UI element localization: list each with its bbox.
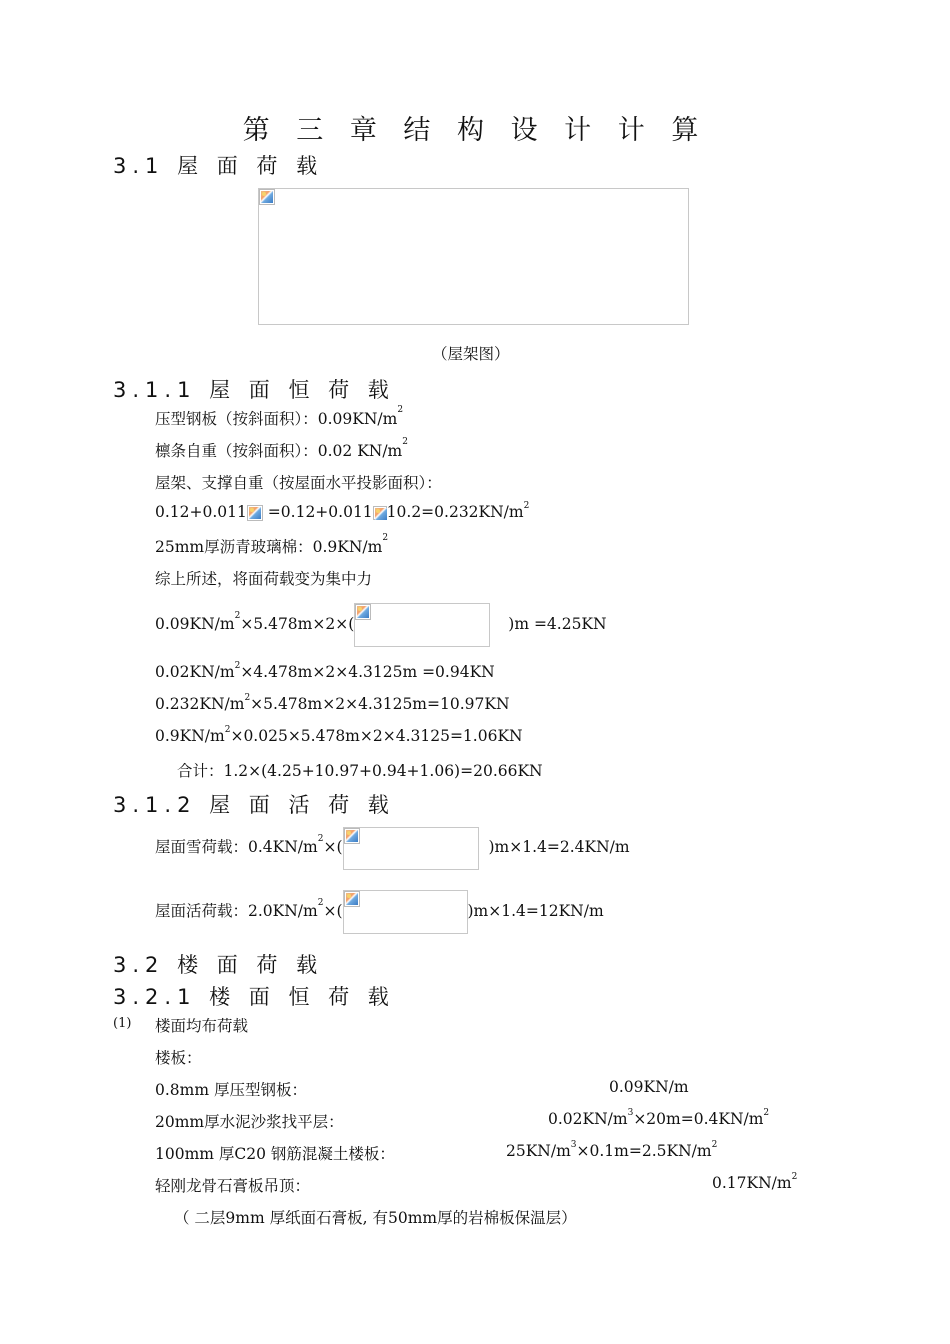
text-span: )m×1.4=2.4KN/m <box>488 838 630 856</box>
text-span: ×4.478m×2×4.3125m =0.94KN <box>240 663 495 681</box>
text-line: 楼面均布荷载 <box>155 1017 249 1035</box>
text-span: 0.09KN/m <box>155 615 235 633</box>
total-line: 合计：1.2×(4.25+10.97+0.94+1.06)=20.66KN <box>177 762 543 780</box>
superscript: 2 <box>523 501 530 511</box>
text-line: 0.8mm 厚压型钢板： <box>155 1081 307 1099</box>
superscript: 2 <box>224 725 231 735</box>
text-span: 0.9KN/m <box>155 727 225 745</box>
text-span: 0.02KN/m <box>548 1110 628 1128</box>
chapter-title: 第 三 章 结 构 设 计 计 算 <box>242 115 708 146</box>
text-span: 10.2=0.232KN/m <box>386 503 524 521</box>
text-line: 楼板： <box>155 1049 202 1067</box>
formula-line <box>155 602 607 646</box>
section-3-2-heading: 3.2 楼 面 荷 载 <box>113 953 324 977</box>
text-line: 100mm 厚C20 钢筋混凝土楼板： <box>155 1145 395 1163</box>
value-text <box>712 1174 797 1192</box>
value-text <box>506 1142 717 1160</box>
text-span: ×( <box>323 902 343 920</box>
text-span: ×20m=0.4KN/m <box>633 1110 764 1128</box>
broken-image-icon <box>247 505 263 521</box>
broken-image-icon <box>373 506 387 520</box>
text-line <box>155 727 523 745</box>
value-text: 0.09KN/m <box>609 1078 689 1096</box>
formula-image-box <box>343 890 468 934</box>
text-span: 25KN/m <box>506 1142 571 1160</box>
text-line: 20mm厚水泥沙浆找平层： <box>155 1113 344 1131</box>
formula-line <box>155 889 604 933</box>
text-span: 0.02KN/m <box>155 663 235 681</box>
formula-line <box>155 503 529 521</box>
broken-image-icon <box>259 189 275 205</box>
text-span: 屋面雪荷载：0.4KN/m <box>155 838 318 856</box>
superscript: 2 <box>234 611 241 621</box>
text-line: 屋架、支撑自重（按屋面水平投影面积）： <box>155 474 442 492</box>
text-span: ×0.1m=2.5KN/m <box>576 1142 712 1160</box>
text-line: （ 二层9mm 厚纸面石膏板, 有50mm厚的岩棉板保温层） <box>174 1209 577 1227</box>
value-text <box>548 1110 769 1128</box>
text-span: 屋面活荷载：2.0KN/m <box>155 902 318 920</box>
superscript: 2 <box>397 405 404 415</box>
text-span: )m×1.4=12KN/m <box>467 902 604 920</box>
superscript: 2 <box>234 661 241 671</box>
superscript: 3 <box>627 1108 634 1118</box>
section-3-1-heading: 3.1 屋 面 荷 载 <box>113 154 324 178</box>
broken-image-icon <box>344 828 360 844</box>
text-line <box>155 535 388 557</box>
superscript: 2 <box>791 1172 798 1182</box>
text-line <box>155 439 408 461</box>
superscript: 2 <box>763 1108 770 1118</box>
text-span: 0.232KN/m <box>155 695 245 713</box>
text-span: ×5.478m×2×( <box>240 615 355 633</box>
superscript: 2 <box>244 693 251 703</box>
section-3-1-2-heading: 3.1.2 屋 面 活 荷 载 <box>113 793 395 817</box>
formula-image-box <box>343 827 479 870</box>
broken-image-icon <box>344 891 360 907</box>
superscript: 3 <box>570 1140 577 1150</box>
list-number: (1) <box>113 1016 132 1031</box>
formula-line <box>155 826 630 869</box>
text-line <box>155 407 403 429</box>
broken-image-icon <box>355 604 371 620</box>
superscript: 2 <box>402 437 408 447</box>
text-line: 综上所述，将面荷载变为集中力 <box>155 570 373 588</box>
superscript: 2 <box>382 533 389 543</box>
text-span: 压型钢板（按斜面积）：0.09KN/m <box>155 410 398 428</box>
superscript: 2 <box>711 1140 718 1150</box>
text-line: 轻刚龙骨石膏板吊顶： <box>155 1177 311 1195</box>
text-span: 25mm厚沥青玻璃棉：0.9KN/m <box>155 538 383 556</box>
text-span: )m =4.25KN <box>508 615 607 633</box>
formula-image-box <box>354 603 490 647</box>
text-span: ×( <box>323 838 343 856</box>
text-span: 0.17KN/m <box>712 1174 792 1192</box>
text-span: =0.12+0.011 <box>262 503 373 521</box>
text-span: ×0.025×5.478m×2×4.3125=1.06KN <box>230 727 523 745</box>
section-3-2-1-heading: 3.2.1 楼 面 恒 荷 载 <box>113 985 395 1009</box>
text-span: 0.12+0.011 <box>155 503 247 521</box>
text-span: ×5.478m×2×4.3125m=10.97KN <box>250 695 510 713</box>
roof-truss-figure <box>258 188 689 325</box>
superscript: 2 <box>317 834 324 844</box>
figure-caption: （屋架图） <box>432 345 510 363</box>
text-line <box>155 663 495 681</box>
section-3-1-1-heading: 3.1.1 屋 面 恒 荷 载 <box>113 378 395 402</box>
superscript: 2 <box>317 898 324 908</box>
text-span: 檩条自重（按斜面积）：0.02 KN/m <box>155 442 403 460</box>
text-line <box>155 695 510 713</box>
